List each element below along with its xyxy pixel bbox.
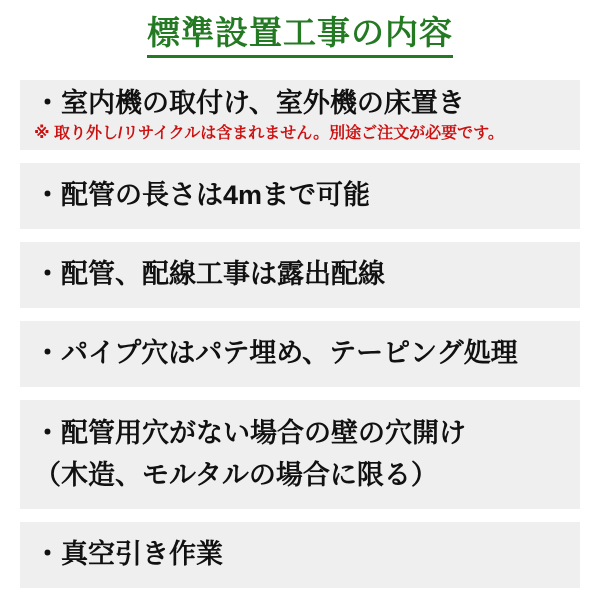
item-text-line2: （木造、モルタルの場合に限る） — [34, 459, 438, 490]
item-text: ・配管の長さは4mまで可能 — [34, 180, 371, 211]
item-text: ・真空引き作業 — [34, 539, 223, 570]
item-text: ・配管用穴がない場合の壁の穴開け — [34, 417, 466, 448]
item-text: ・室内機の取付け、室外機の床置き — [34, 88, 465, 119]
item-text: ・パイプ穴はパテ埋め、テーピング処理 — [34, 338, 518, 369]
items-list — [20, 80, 580, 588]
item-caution-note: ※ 取り外し/リサイクルは含まれません。別途ご注文が必要です。 — [34, 124, 504, 142]
item-text: ・配管、配線工事は露出配線 — [34, 259, 385, 290]
list-item-pipe-length — [20, 163, 580, 229]
list-item-exposed-wiring — [20, 242, 580, 308]
list-item-wall-hole-drilling — [20, 400, 580, 509]
list-item-indoor-outdoor-unit — [20, 80, 580, 150]
list-item-vacuum-work — [20, 522, 580, 588]
page-title: 標準設置工事の内容 — [147, 14, 453, 58]
title-container — [0, 14, 600, 58]
list-item-pipe-hole-sealing — [20, 321, 580, 387]
